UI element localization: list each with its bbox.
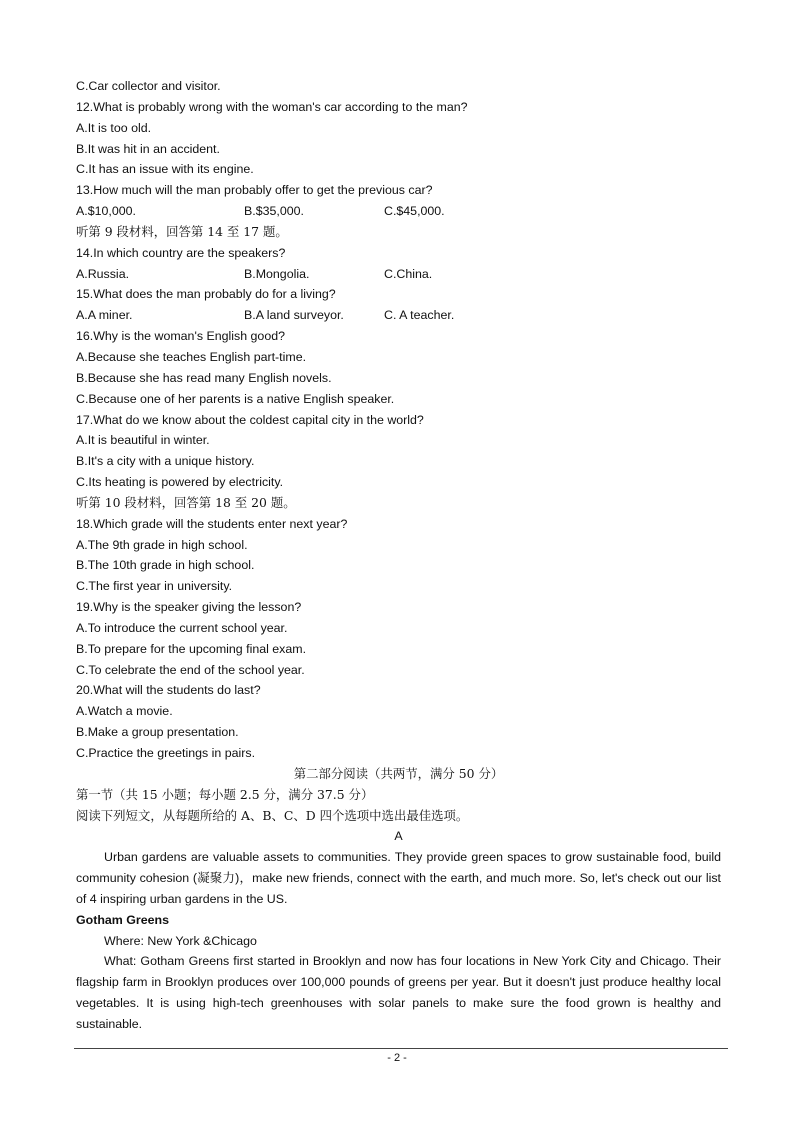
option-line: C.To celebrate the end of the school year. <box>76 662 305 677</box>
option-a: A.$10,000. <box>76 204 136 219</box>
section-10-instruction: 听第 10 段材料，回答第 18 至 20 题。 <box>76 494 296 510</box>
question-19: 19.Why is the speaker giving the lesson? <box>76 600 302 615</box>
option-line: C.Its heating is powered by electricity. <box>76 475 284 490</box>
option-line: A.To introduce the current school year. <box>76 620 288 635</box>
where-line: Where: New York &Chicago <box>104 933 257 948</box>
option-line: A.Because she teaches English part-time. <box>76 349 307 364</box>
option-line: B.Make a group presentation. <box>76 725 239 740</box>
option-line: B.To prepare for the upcoming final exam. <box>76 641 307 656</box>
option-a: A.Russia. <box>76 266 130 281</box>
question-14: 14.In which country are the speakers? <box>76 245 286 260</box>
text-line: C.Car collector and visitor. <box>76 79 221 93</box>
question-13: 13.How much will the man probably offer to get the previous car? <box>76 183 433 198</box>
footer-divider <box>74 1048 728 1049</box>
option-line: C.Practice the greetings in pairs. <box>76 746 256 760</box>
page-content <box>76 76 721 1035</box>
option-line: C.Because one of her parents is a native English speaker. <box>76 391 395 406</box>
option-c: C.China. <box>384 266 433 281</box>
question-20: 20.What will the students do last? <box>76 683 261 698</box>
option-c: C. A teacher. <box>384 308 455 323</box>
option-line: A.Watch a movie. <box>76 704 173 719</box>
passage-intro-paragraph: Urban gardens are valuable assets to communities. They provide green spaces to grow sustainable food, build community cohesion (凝聚力)，make new friends, connect with the earth, and much more. So, let's check out our list of 4 inspiring urban gardens in the US. <box>76 850 721 906</box>
question-18: 18.Which grade will the students enter next year? <box>76 516 348 531</box>
option-line: A.It is beautiful in winter. <box>76 433 210 448</box>
option-line: B.The 10th grade in high school. <box>76 558 255 573</box>
question-16: 16.Why is the woman's English good? <box>76 329 285 344</box>
option-b: B.A land surveyor. <box>244 308 344 323</box>
q15-options <box>76 305 721 326</box>
option-line: B.It's a city with a unique history. <box>76 454 255 469</box>
section-9-instruction: 听第 9 段材料，回答第 14 至 17 题。 <box>76 223 288 239</box>
option-b: B.Mongolia. <box>244 266 310 281</box>
page-number: - 2 - <box>387 1052 407 1064</box>
option-b: B.$35,000. <box>244 204 304 219</box>
option-line: B.Because she has read many English novels. <box>76 370 332 385</box>
garden-heading: Gotham Greens <box>76 912 169 927</box>
option-a: A.A miner. <box>76 308 133 323</box>
option-line: B.It was hit in an accident. <box>76 141 220 156</box>
option-line: A.The 9th grade in high school. <box>76 537 248 552</box>
reading-instruction: 阅读下列短文，从每题所给的 A、B、C、D 四个选项中选出最佳选项。 <box>76 807 469 823</box>
what-paragraph: What: Gotham Greens first started in Brooklyn and now has four locations in New York City and Chicago. Their flagship farm in Brooklyn produces over 100,000 pounds of greens per year. But it doesn't just produce healthy local vegetables. It is using high-tech greenhouses with solar panels to make sure the food grown is healthy and sustainable. <box>76 954 721 1031</box>
question-12: 12.What is probably wrong with the woman's car according to the man? <box>76 99 468 114</box>
q13-options <box>76 201 721 222</box>
option-line: C.The first year in university. <box>76 579 233 594</box>
part-2-title: 第二部分阅读（共两节，满分 50 分） <box>293 765 504 781</box>
question-15: 15.What does the man probably do for a living? <box>76 287 336 302</box>
option-line: C.It has an issue with its engine. <box>76 162 254 177</box>
option-c: C.$45,000. <box>384 204 445 219</box>
question-17: 17.What do we know about the coldest capital city in the world? <box>76 412 424 427</box>
q14-options <box>76 264 721 285</box>
option-line: A.It is too old. <box>76 120 152 135</box>
section-1-heading: 第一节（共 15 小题；每小题 2.5 分，满分 37.5 分） <box>76 786 374 802</box>
passage-letter: A <box>394 829 403 844</box>
